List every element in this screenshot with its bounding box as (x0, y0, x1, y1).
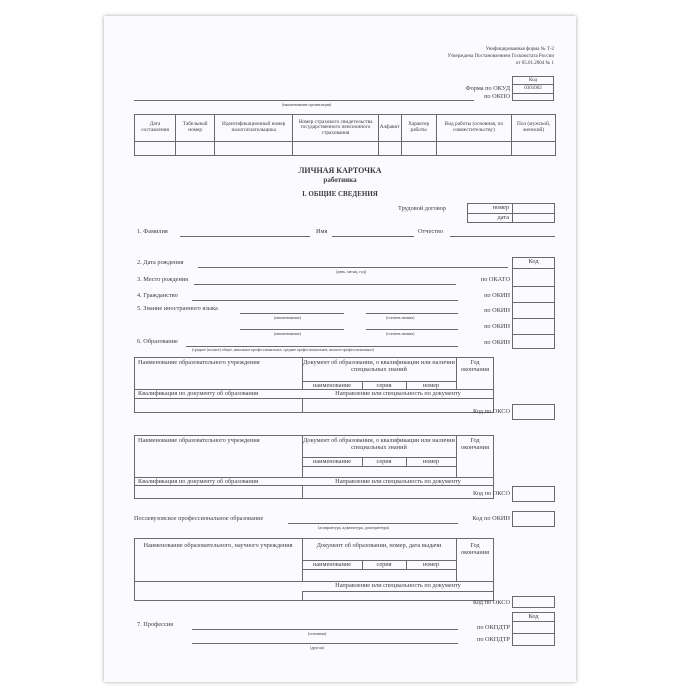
col-date: Дата составления (135, 115, 176, 142)
okin-language2-label: по ОКИН (484, 323, 510, 330)
profession-main-field[interactable] (192, 629, 458, 630)
language2-level-caption: (степень знания) (386, 331, 415, 336)
okso-code-box-2[interactable] (512, 486, 555, 502)
sci-series-header: серия (376, 561, 392, 568)
form-t2-sheet (104, 16, 576, 682)
okin-language-label: по ОКИН (484, 307, 510, 314)
edu1-direction-header: Направление или специальность по документу (335, 390, 461, 397)
edu1-institution-header: Наименование образовательного учреждения (138, 359, 260, 366)
edu2-number-header: номер (422, 458, 440, 465)
birth-date-caption: (день, месяц, год) (336, 269, 367, 274)
edu1-number-header: номер (422, 381, 440, 389)
language-label: 5. Знание иностранного языка (137, 305, 218, 312)
edu2-institution-header: Наименование образовательного учреждения (138, 437, 260, 444)
language-name-field[interactable] (240, 313, 344, 314)
language2-name-caption: (наименование) (274, 331, 301, 336)
edu1-year-header: Год окончания (460, 359, 489, 374)
sci-year-header: Год окончания (460, 542, 489, 557)
name-label: Имя (316, 228, 328, 235)
col-inn: Идентификационный номер налогоплательщика (215, 115, 293, 142)
birth-date-label: 2. Дата рождения (137, 259, 184, 266)
okso-code-box-1[interactable] (512, 404, 555, 420)
cell-alphabet[interactable] (378, 142, 401, 156)
edu2-document-header: Документ об образовании, о квалификации или наличии специальных знаний (303, 437, 455, 452)
code-label: Код (529, 77, 537, 83)
cell-snils[interactable] (293, 142, 378, 156)
contract-label: Трудовой договор (398, 205, 446, 212)
card-subtitle: работника (323, 176, 357, 184)
birth-date-field[interactable] (198, 267, 508, 268)
sci-number-header: номер (422, 561, 440, 568)
language-level-caption: (степень знания) (386, 315, 415, 320)
patronymic-label: Отчество (418, 228, 444, 235)
birth-place-field[interactable] (194, 284, 456, 285)
cell-date[interactable] (135, 142, 176, 156)
okpdtr-main-label: по ОКПДТР (476, 624, 510, 631)
postgrad-label: Послевузовское профессиональное образование (134, 515, 264, 522)
language2-name-field[interactable] (240, 329, 344, 330)
edu2-name-header: наименование (312, 458, 352, 465)
cell-work-type[interactable] (436, 142, 512, 156)
fields-code-column (512, 257, 555, 349)
card-title: ЛИЧНАЯ КАРТОЧКА (298, 166, 382, 175)
language2-level-field[interactable] (366, 329, 458, 330)
approval-note: Утверждена Постановлением Госкомстата России (447, 54, 554, 59)
okato-label: по ОКАТО (480, 276, 510, 283)
col-work-type: Вид работы (основная, по совместительству) (436, 115, 512, 142)
edu2-direction-header: Направление или специальность по документу (335, 478, 461, 485)
profession-other-field[interactable] (192, 643, 458, 644)
col-tab-number: Табельный номер (176, 115, 215, 142)
approval-date: от 05.01.2004 № 1 (515, 61, 554, 66)
language-level-field[interactable] (366, 313, 458, 314)
profession-label: 7. Профессия (137, 621, 174, 628)
fields-code-label: Код (528, 258, 539, 265)
profession-code-label: Код (528, 612, 539, 620)
education-caption: (среднее (полное) общее, начальное профессиональное, среднее профессиональное, высшее профессиональное) (192, 348, 375, 352)
col-alphabet: Алфавит (378, 115, 401, 142)
edu2-series-header: серия (376, 458, 392, 465)
col-work-nature: Характер работы (401, 115, 436, 142)
okud-value: 0301002 (524, 86, 542, 91)
sci-okso-label: Код по ОКСО (472, 599, 510, 606)
edu1-name-header: наименование (312, 381, 352, 389)
col-gender: Пол (мужской, женский) (512, 115, 556, 142)
birth-place-label: 3. Место рождения (137, 276, 189, 283)
education-field[interactable] (186, 346, 458, 347)
citizenship-field[interactable] (192, 300, 458, 301)
sci-name-header: наименование (312, 561, 352, 568)
contract-date-label: дата (497, 214, 509, 221)
okud-label: Форма по ОКУД (465, 84, 510, 92)
cell-tab-number[interactable] (176, 142, 215, 156)
sci-document-header: Документ об образовании, номер, дата выдачи (316, 542, 442, 549)
sci-institution-header: Наименование образовательного, научного учреждения (143, 542, 293, 549)
surname-field[interactable] (180, 236, 310, 237)
okpo-label: по ОКПО (484, 93, 510, 100)
profession-other-caption: (другая) (310, 645, 324, 650)
name-field[interactable] (332, 236, 414, 237)
surname-label: 1. Фамилия (137, 228, 168, 235)
edu2-okso-label: Код по ОКСО (472, 490, 510, 497)
okpdtr-other-label: по ОКПДТР (476, 636, 510, 643)
postgrad-field[interactable] (288, 523, 458, 524)
postgrad-okin-label: Код по ОКИН (472, 515, 510, 522)
language-name-caption: (наименование) (274, 315, 301, 320)
okin-citizenship-label: по ОКИН (484, 292, 510, 299)
organization-name-field[interactable] (134, 100, 474, 101)
sci-direction-header: Направление или специальность по документу (335, 582, 461, 589)
patronymic-field[interactable] (450, 236, 555, 237)
edu2-qualification-header: Квалификация по документу об образовании (138, 478, 259, 485)
profession-main-caption: (основная) (308, 631, 327, 636)
postgrad-caption: (аспирантура, адъюнктура, докторантура) (318, 525, 390, 530)
cell-gender[interactable] (512, 142, 556, 156)
edu2-year-header: Год окончания (460, 437, 489, 452)
edu1-series-header: серия (376, 381, 392, 389)
organization-caption: (наименование организации) (282, 102, 332, 107)
okin-code-box-postgrad[interactable] (512, 511, 555, 527)
col-snils: Номер страхового свидетельства государственного пенсионного страхования (293, 115, 378, 142)
edu1-qualification-header: Квалификация по документу об образовании (138, 390, 259, 397)
personnel-header-table (134, 114, 556, 156)
okin-education-label: по ОКИН (484, 339, 510, 346)
cell-inn[interactable] (215, 142, 293, 156)
section-title: I. ОБЩИЕ СВЕДЕНИЯ (302, 190, 378, 198)
form-designation: Унифицированная форма № Т-2 (485, 47, 554, 52)
contract-number-label: номер (492, 204, 509, 211)
edu1-document-header: Документ об образовании, о квалификации или наличии специальных знаний (303, 359, 455, 374)
okso-code-box-3[interactable] (512, 596, 555, 608)
cell-work-nature[interactable] (401, 142, 436, 156)
education-label: 6. Образование (137, 338, 178, 345)
edu1-okso-label: Код по ОКСО (472, 408, 510, 415)
citizenship-label: 4. Гражданство (137, 292, 178, 299)
